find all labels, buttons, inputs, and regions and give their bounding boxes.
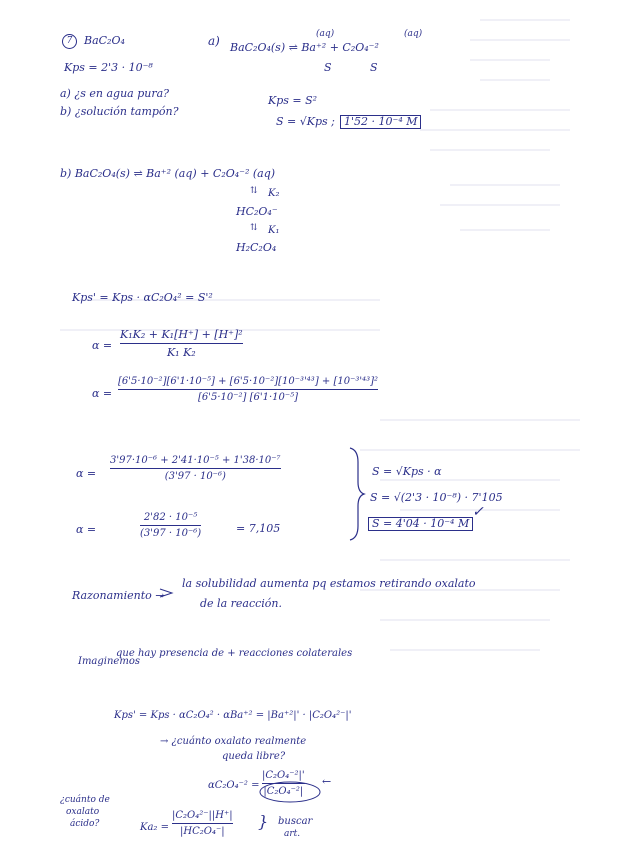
alpha-fraction-4: [140, 512, 201, 539]
reasoning-label: Razonamiento →: [72, 589, 165, 602]
aq-label-2: (aq): [404, 29, 423, 39]
stoich-s-1: S: [324, 61, 332, 74]
alpha-fraction-2: [118, 376, 378, 403]
s-final-result: S = 4'04 · 10⁻⁴ M: [368, 517, 473, 531]
compound-formula: BaC₂O₄: [84, 34, 125, 47]
kps-value: Kps = 2'3 · 10⁻⁸: [64, 61, 153, 74]
alpha-label-1: α =: [92, 339, 113, 352]
question-b: b) ¿solución tampón?: [60, 105, 179, 118]
back-arrow: ←: [322, 775, 332, 788]
stoich-s-2: S: [370, 61, 378, 74]
h2c2o4-species: H₂C₂O₄: [236, 241, 277, 254]
kps-equation: Kps = S²: [268, 94, 318, 107]
alpha-denominator-2: [6'5·10⁻²] [6'1·10⁻⁵]: [197, 392, 299, 403]
s-sqrt-expression: S = √Kps · α: [372, 465, 442, 478]
k1-label: K₁: [268, 225, 280, 236]
side-question-2: oxalato: [66, 807, 100, 817]
free-oxalate-question-1: → ¿cuánto oxalato realmente: [160, 736, 307, 747]
buscar-note-1: buscar: [278, 816, 313, 827]
ka2-lhs: Ka₂ =: [140, 822, 169, 833]
alpha-denominator-1: K₁ K₂: [166, 346, 196, 359]
alpha-label-4: α =: [76, 523, 97, 536]
hc2o4-species: HC₂O₄⁻: [236, 205, 278, 218]
ka2-numerator: |C₂O₄²⁻||H⁺|: [172, 810, 233, 821]
part-a-label: a): [208, 34, 220, 48]
imagine-line-1: Imaginemos: [78, 656, 140, 667]
imagine-line-2: que hay presencia de + reacciones colaterales: [116, 648, 353, 659]
equilibrium-arrows-2: ⇅: [250, 223, 258, 233]
alpha-fraction-1: [120, 328, 243, 359]
alpha-numerator-4: 2'82 · 10⁻⁵: [143, 512, 198, 523]
alpha-label-2: α =: [92, 387, 113, 400]
alpha-oxalate-denominator: |C₂O₄⁻²|: [263, 786, 304, 797]
alpha-result: = 7,105: [236, 522, 281, 535]
s-equation: S = √Kps ;: [276, 115, 335, 128]
problem-number: 7: [62, 34, 77, 49]
check-mark: ✓: [472, 504, 484, 520]
side-question-1: ¿cuánto de: [60, 795, 110, 805]
alpha-fraction-3: [110, 455, 281, 482]
alpha-label-3: α =: [76, 467, 97, 480]
side-question-3: ácido?: [70, 819, 100, 829]
alpha-oxalate-fraction: [262, 770, 305, 797]
alpha-denominator-4: (3'97 · 10⁻⁶): [140, 528, 202, 539]
free-oxalate-question-2: queda libre?: [222, 751, 286, 762]
s-substitution: S = √(2'3 · 10⁻⁸) · 7'105: [370, 491, 503, 504]
ka2-denominator: |HC₂O₄⁻|: [180, 826, 225, 837]
ka2-fraction: [172, 810, 233, 837]
k2-label: K₂: [268, 188, 280, 199]
part-b-reaction: b) BaC₂O₄(s) ⇌ Ba⁺² (aq) + C₂O₄⁻² (aq): [60, 167, 276, 180]
equilibrium-arrows-1: ⇅: [250, 186, 258, 196]
alpha-numerator-1: K₁K₂ + K₁[H⁺] + [H⁺]²: [120, 328, 243, 341]
kps-prime-equation: Kps' = Kps · αC₂O₄² = S'²: [72, 291, 213, 304]
aq-label-1: (aq): [316, 29, 335, 39]
alpha-denominator-3: (3'97 · 10⁻⁶): [164, 471, 226, 482]
buscar-note-2: art.: [284, 829, 301, 839]
part-a-result: 1'52 · 10⁻⁴ M: [340, 115, 421, 129]
alpha-oxalate-numerator: |C₂O₄⁻²|': [262, 770, 305, 781]
reasoning-text-2: de la reacción.: [200, 597, 282, 610]
reasoning-text-1: la solubilidad aumenta pq estamos retirando oxalato: [182, 577, 476, 590]
alpha-oxalate-lhs: αC₂O₄⁻² =: [208, 780, 260, 791]
kps-prime-side-reactions: Kps' = Kps · αC₂O₄² · αBa⁺² = |Ba⁺²|' · |C₂O₄²⁻|': [114, 710, 352, 721]
brace-mark: }: [258, 812, 269, 831]
alpha-numerator-3: 3'97·10⁻⁶ + 2'41·10⁻⁵ + 1'38·10⁻⁷: [110, 455, 281, 466]
alpha-numerator-2: [6'5·10⁻²][6'1·10⁻⁵] + [6'5·10⁻²][10⁻³'⁴³] + [10⁻³'⁴³]²: [118, 376, 379, 387]
part-a-reaction: BaC₂O₄(s) ⇌ Ba⁺² + C₂O₄⁻²: [230, 41, 379, 54]
question-a: a) ¿s en agua pura?: [60, 87, 170, 100]
